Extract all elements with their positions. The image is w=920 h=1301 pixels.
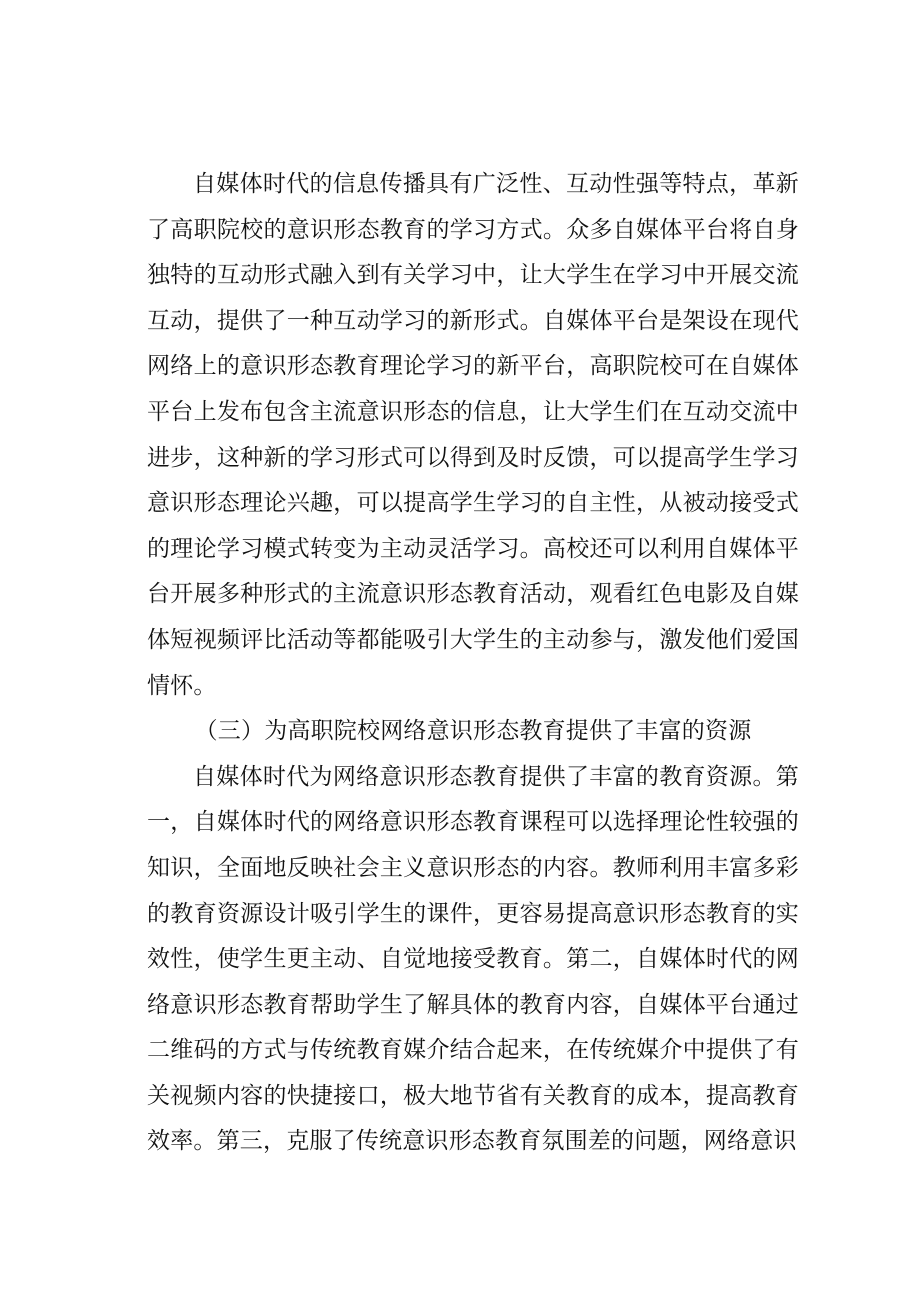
paragraph: 自媒体时代为网络意识形态教育提供了丰富的教育资源。第一，自媒体时代的网络意识形态教育课程可以选择理论性较强的知识，全面地反映社会主义意识形态的内容。教师利用丰富多彩的教育资源设计吸引学生的课件，更容易提高意识形态教育的实效性，使学生更主动、自觉地接受教育。第二，自媒体时代的网络意识形态教育帮助学生了解具体的教育内容，自媒体平台通过二维码的方式与传统教育媒介结合起来，在传统媒介中提供了有关视频内容的快捷接口，极大地节省有关教育的成本，提高教育效率。第三，克服了传统意识形态教育氛围差的问题，网络意识 [147, 763, 799, 1155]
section-heading: （三）为高职院校网络意识形态教育提供了丰富的资源 [194, 718, 752, 745]
paragraph: 自媒体时代的信息传播具有广泛性、互动性强等特点，革新了高职院校的意识形态教育的学习方式。众多自媒体平台将自身独特的互动形式融入到有关学习中，让大学生在学习中开展交流互动，提供了一种互动学习的新形式。自媒体平台是架设在现代网络上的意识形态教育理论学习的新平台，高职院校可在自媒体平台上发布包含主流意识形态的信息，让大学生们在互动交流中进步，这种新的学习形式可以得到及时反馈，可以提高学生学习意识形态理论兴趣，可以提高学生学习的自主性，从被动接受式的理论学习模式转变为主动灵活学习。高校还可以利用自媒体平台开展多种形式的主流意识形态教育活动，观看红色电影及自媒体短视频评比活动等都能吸引大学生的主动参与，激发他们爱国情怀。 [147, 171, 799, 699]
body-text [147, 162, 799, 1165]
